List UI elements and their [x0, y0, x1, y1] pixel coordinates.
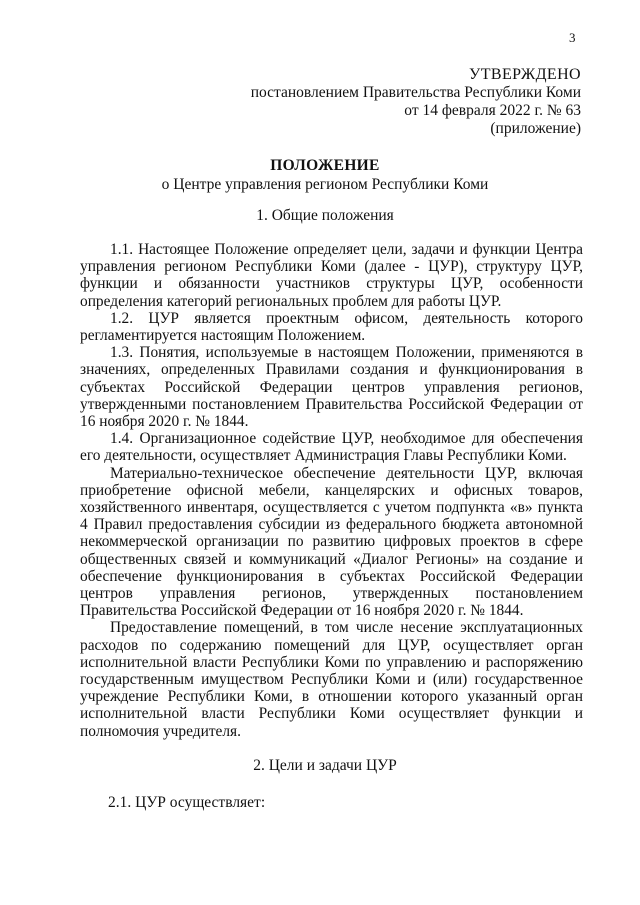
- document-subtitle: о Центре управления регионом Республики Коми: [161, 176, 489, 193]
- approval-stamp: УТВЕРЖДЕНО: [468, 66, 581, 83]
- paragraph-premises: Предоставление помещений, в том числе несение эксплуатационных расходов по содержанию помещений для ЦУР, осуществляет орган исполнительной власти Республики Коми по управлению и распоряжению государственным имуществом Республики Коми и (или) государственное учреждение Республики Коми, в отношении которого указанный орган исполнительной власти Республики Коми осуществляет функции и полномочия учредителя.: [80, 619, 583, 740]
- paragraph-2-1: 2.1. ЦУР осуществляет:: [108, 794, 266, 811]
- paragraph-material-support: Материально-техническое обеспечение деятельности ЦУР, включая приобретение офисной мебели, канцелярских и офисных товаров, хозяйственного инвентаря, осуществляется с учетом подпункта «в» пункта 4 Правил предоставления субсидии из федерального бюджета автономной некоммерческой организации по развитию цифровых проектов в сфере общественных связей и коммуникаций «Диалог Регионы» на создание и обеспечение функционирования в субъектах Российской Федерации центров управления регионов, утвержденных постановлением Правительства Российской Федерации от 16 ноября 2020 г. № 1844.: [80, 464, 583, 620]
- approval-line-2: от 14 февраля 2022 г. № 63: [404, 102, 581, 119]
- paragraph-1-3: 1.3. Понятия, используемые в настоящем Положении, применяются в значениях, определенных Правилами создания и функционирования в субъектах Российской Федерации центров управления регионов, утвержденными постановлением Правительства Российской Федерации от 16 ноября 2020 г. № 1844.: [80, 344, 583, 431]
- approval-line-3: (приложение): [490, 120, 581, 137]
- approval-block: [251, 66, 581, 138]
- section-2-heading: 2. Цели и задачи ЦУР: [253, 757, 397, 774]
- section-1-body: [80, 241, 583, 740]
- paragraph-1-4: 1.4. Организационное содействие ЦУР, необходимое для обеспечения его деятельности, осуществляет Администрация Главы Республики Коми.: [80, 430, 583, 465]
- page-number: 3: [569, 30, 576, 45]
- paragraph-1-2: 1.2. ЦУР является проектным офисом, деятельность которого регламентируется настоящим Положением.: [80, 309, 583, 345]
- approval-line-1: постановлением Правительства Республики Коми: [250, 84, 581, 101]
- paragraph-1-1: 1.1. Настоящее Положение определяет цели, задачи и функции Центра управления регионом Республики Коми (далее - ЦУР), структуру ЦУР, функции и обязанности участников структуры ЦУР, особенности определения категорий региональных проблем для работы ЦУР.: [80, 241, 583, 310]
- document-title: ПОЛОЖЕНИЕ: [270, 157, 380, 174]
- section-1-heading: 1. Общие положения: [256, 207, 394, 224]
- title-block: [70, 156, 580, 194]
